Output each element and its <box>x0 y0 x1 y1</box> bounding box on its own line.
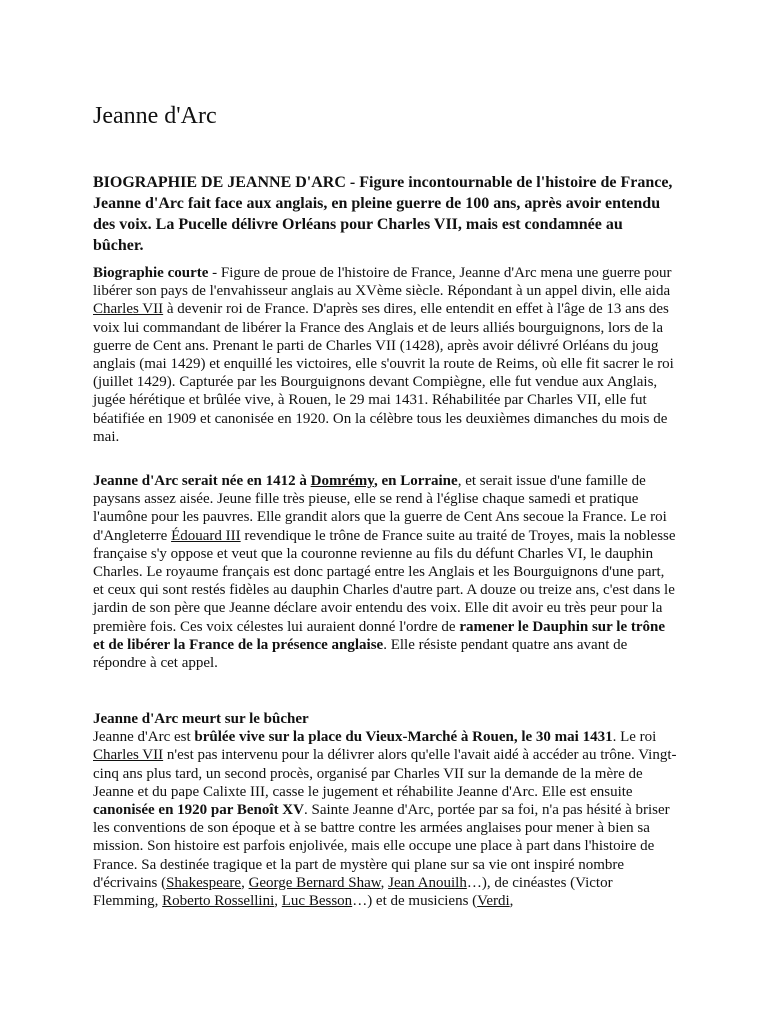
page-title: Jeanne d'Arc <box>93 103 217 129</box>
link-luc-besson[interactable]: Luc Besson <box>281 893 353 910</box>
text-run: - Figure de proue de l'histoire de France, Jeanne d'Arc mena une guerre pour libérer son pays de l'envahisseur anglais au XVème siècle. Répondant à un appel divin, elle aida <box>93 265 672 300</box>
bold-text: , en Lorraine <box>373 473 458 489</box>
text-run: , <box>274 893 282 910</box>
text-run: n'est pas intervenu pour la délivrer alors qu'elle l'avait aidé à accéder au trône. Vingt-cinq ans plus tard, un second procès, organisé par Charles VII sur la demande de la mère de Jeanne et du pape Calixte III, casse le jugement et réhabilite Jeanne d'Arc. Elle est ensuite <box>93 747 677 800</box>
bold-text: Jeanne d'Arc serait née en 1412 à <box>93 473 311 489</box>
text-run: Jeanne d'Arc est <box>93 729 195 746</box>
link-verdi[interactable]: Verdi <box>477 893 510 910</box>
link-charles-vii[interactable]: Charles VII <box>93 747 164 764</box>
text-run: …) et de musiciens ( <box>352 893 478 910</box>
birth-paragraph <box>93 472 678 672</box>
lead-text: - Figure incontournable de l'histoire de France, Jeanne d'Arc fait face aux anglais, en pleine guerre de 100 ans, après avoir entendu des voix. La Pucelle délivre Orléans pour Charles VII, mais est condamnée au bûcher. <box>93 174 673 254</box>
death-paragraph <box>93 710 678 910</box>
text-run: . Sainte Jeanne d'Arc, portée par sa foi, n'a pas hésité à briser les conventions de son époque et à se battre contre les armées anglaises pour mener à bien sa mission. Son histoire est parfois enjolivée, mais elle occupe une place à part dans l'histoire de France. Sa destinée tragique et la part de mystère qui plane sur sa vie ont inspiré nombre d'écrivains ( <box>93 802 670 891</box>
text-run: , <box>241 874 249 891</box>
text-run: . Le roi <box>612 729 657 746</box>
short-biography-paragraph <box>93 264 678 446</box>
text-run: , <box>380 874 389 891</box>
lead-paragraph <box>93 172 673 256</box>
text-run: . Elle résiste pendant quatre ans avant de répondre à cet appel. <box>93 636 628 672</box>
link-domremy[interactable]: Domrémy <box>310 473 374 489</box>
bold-text: canonisée en 1920 par Benoît XV <box>93 802 304 819</box>
link-jean-anouilh[interactable]: Jean Anouilh <box>388 874 467 891</box>
text-run: , <box>509 893 514 910</box>
link-george-bernard-shaw[interactable]: George Bernard Shaw <box>248 874 381 891</box>
bold-text: brûlée vive sur la place du Vieux-Marché à Rouen, le 30 mai 1431 <box>194 729 613 746</box>
lead-bold-heading: BIOGRAPHIE DE JEANNE D'ARC <box>93 174 346 191</box>
text-run: revendique le trône de France suite au traité de Troyes, mais la noblesse française s'y oppose et veut que la couronne revienne au fils du défunt Charles VI, le dauphin Charles. Le royaume français est donc partagé entre les Anglais et les Bourguignons d'une part, et ceux qui sont restés fidèles au dauphin Charles d'autre part. A douze ou treize ans, c'est dans le jardin de son père que Jeanne déclare avoir entendu des voix. Elle dit avoir eu très peur pour la première fois. Ces voix célestes lui auraient donné l'ordre de <box>93 527 676 635</box>
link-shakespeare[interactable]: Shakespeare <box>166 874 242 891</box>
link-roberto-rossellini[interactable]: Roberto Rossellini <box>162 893 275 910</box>
section-heading: Jeanne d'Arc meurt sur le bûcher <box>93 711 309 727</box>
link-edouard-iii[interactable]: Édouard III <box>171 527 241 544</box>
text-run: à devenir roi de France. D'après ses dires, elle entendit en effet à l'âge de 13 ans des voix lui commandant de libérer la France des Anglais et de leurs alliés bourguignons, lors de la guerre de Cent ans. Prenant le parti de Charles VII (1428), après avoir délivré Orléans du joug anglais (mai 1429) et enquillé les victoires, elle s'ouvrit la route de Reims, où elle fit sacrer le roi (juillet 1429). Capturée par les Bourguignons devant Compiègne, elle fut vendue aux Anglais, jugée hérétique et brûlée vive, à Rouen, le 29 mai 1431. Réhabilitée par Charles VII, elle fut béatifiée en 1909 et canonisée en 1920. On la célèbre tous les deuxièmes dimanches du mois de mai. <box>93 301 674 445</box>
short-biography-label: Biographie courte <box>93 265 209 281</box>
text-run: , et serait issue d'une famille de paysans assez aisée. Jeune fille très pieuse, elle se rend à l'église chaque samedi et pratique l'aumône pour les pauvres. Elle grandit alors que la guerre de Cent Ans secoue la France. Le roi d'Angleterre <box>93 473 667 544</box>
link-charles-vii[interactable]: Charles VII <box>93 301 164 318</box>
bold-text: ramener le Dauphin sur le trône et de libérer la France de la présence anglaise <box>93 618 666 653</box>
text-run: …), de cinéastes (Victor Flemming, <box>93 874 613 910</box>
